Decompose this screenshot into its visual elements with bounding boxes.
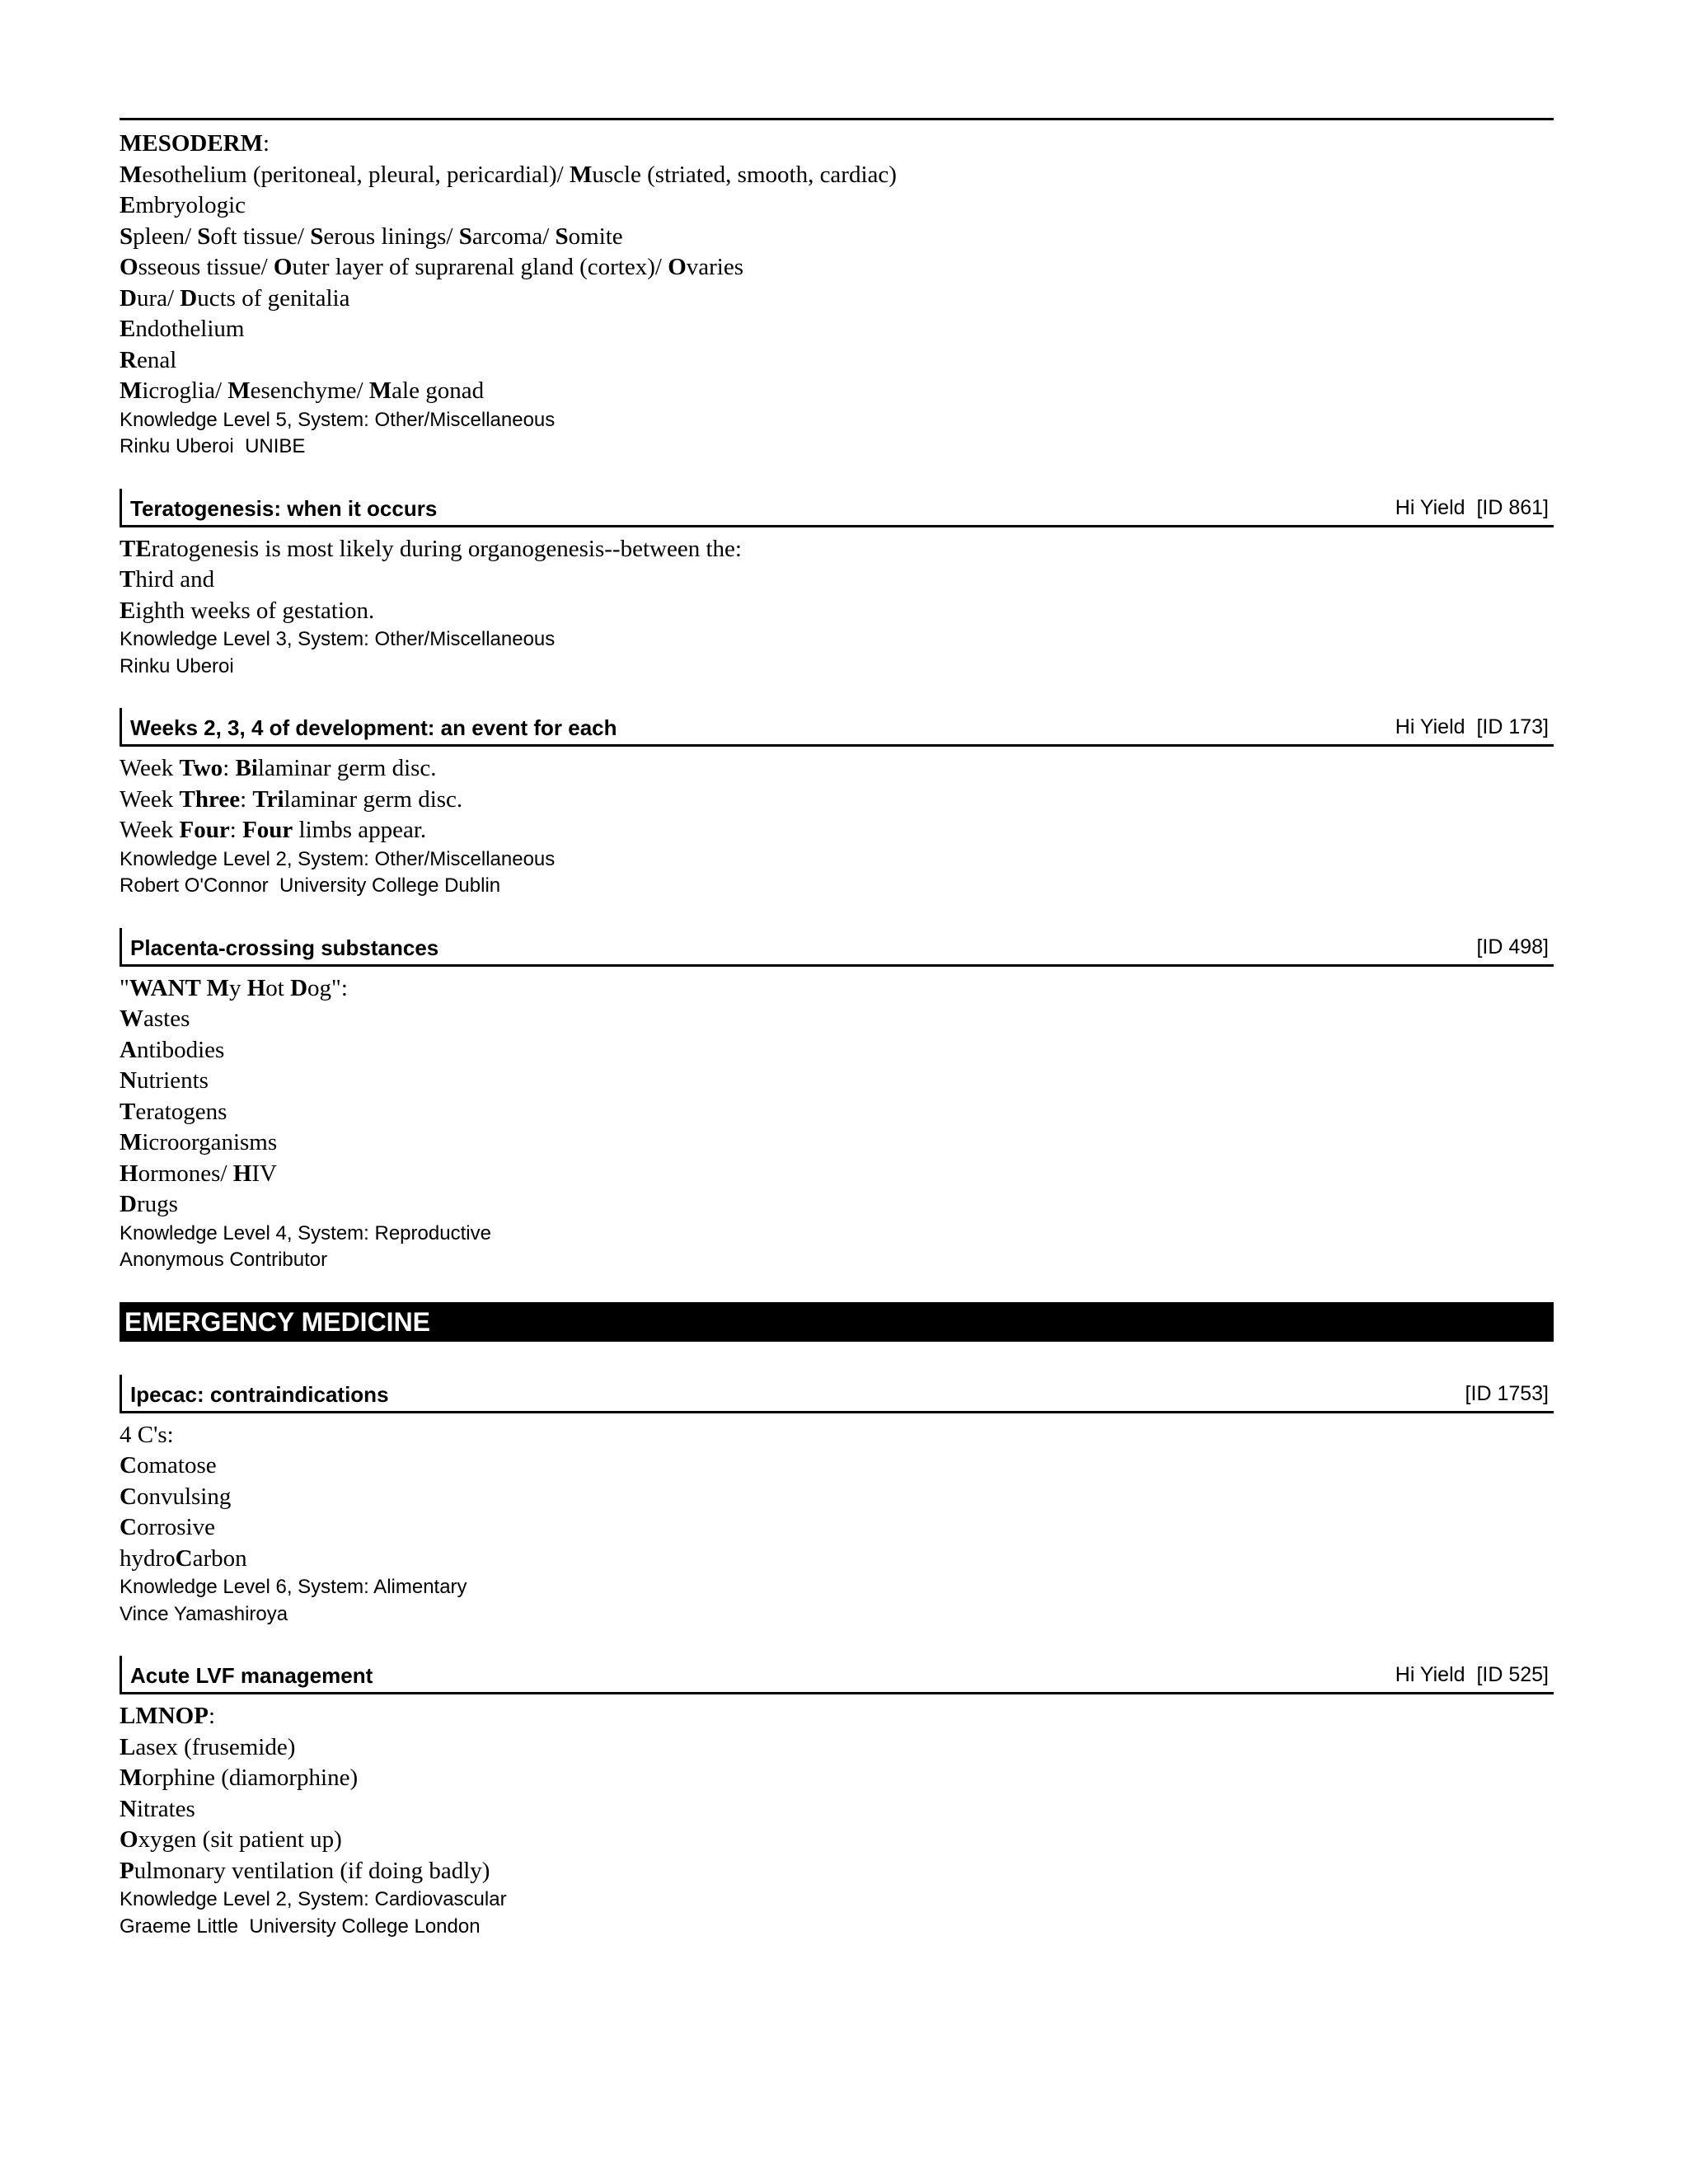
bold-mnemonic-text: Tri bbox=[252, 785, 284, 813]
top-rule bbox=[120, 118, 1554, 120]
bold-mnemonic-text: W bbox=[120, 1005, 143, 1032]
body-text: ntibodies bbox=[136, 1036, 225, 1063]
body-text: Week bbox=[120, 785, 180, 813]
body-text: uter layer of suprarenal gland (cortex)/ bbox=[292, 254, 668, 280]
entry-header bbox=[120, 1656, 1554, 1694]
mnemonic-entry bbox=[120, 489, 1554, 681]
body-text: hird and bbox=[135, 566, 215, 593]
entry-header bbox=[120, 708, 1554, 747]
body-text: orrosive bbox=[136, 1514, 215, 1540]
entry-header bbox=[120, 928, 1554, 967]
bold-mnemonic-text: C bbox=[120, 1483, 137, 1510]
bold-mnemonic-text: C bbox=[175, 1544, 193, 1572]
body-text: limbs appear. bbox=[293, 817, 427, 843]
body-text: sseous tissue/ bbox=[138, 254, 274, 280]
bold-mnemonic-text: M bbox=[120, 1129, 143, 1155]
body-text: xygen (sit patient up) bbox=[138, 1826, 342, 1853]
body-text: enal bbox=[136, 346, 177, 373]
bold-mnemonic-text: MESODERM bbox=[120, 130, 263, 157]
body-line bbox=[120, 190, 1554, 222]
author-line: Anonymous Contributor bbox=[120, 1249, 328, 1271]
document-page bbox=[120, 118, 1554, 1968]
knowledge-level: Knowledge Level 2, System: Other/Miscellaneous bbox=[120, 847, 556, 870]
bold-mnemonic-text: E bbox=[120, 316, 136, 342]
body-line bbox=[120, 1004, 1554, 1035]
body-line bbox=[120, 376, 1554, 407]
entry-title: Acute LVF management bbox=[130, 1663, 373, 1688]
bold-mnemonic-text: S bbox=[120, 223, 134, 250]
bold-mnemonic-text: S bbox=[197, 223, 211, 250]
body-text: arbon bbox=[192, 1544, 247, 1572]
body-line bbox=[120, 345, 1554, 377]
bold-mnemonic-text: C bbox=[120, 1452, 137, 1479]
bold-mnemonic-text: S bbox=[458, 223, 472, 250]
body-text: itrates bbox=[136, 1795, 195, 1822]
body-text: laminar germ disc. bbox=[257, 755, 437, 781]
body-text: ighth weeks of gestation. bbox=[135, 597, 375, 624]
bold-mnemonic-text: TE bbox=[120, 535, 152, 562]
body-line bbox=[120, 1451, 1554, 1482]
bold-mnemonic-text: M bbox=[368, 377, 392, 404]
body-text: rugs bbox=[136, 1191, 178, 1217]
body-text: Week bbox=[120, 755, 180, 781]
body-text: ormones/ bbox=[138, 1160, 233, 1187]
body-line bbox=[120, 1159, 1554, 1190]
entry-body bbox=[120, 967, 1554, 1274]
body-line bbox=[120, 1794, 1554, 1825]
body-line bbox=[120, 314, 1554, 345]
bold-mnemonic-text: Two bbox=[179, 755, 223, 781]
body-line bbox=[120, 129, 1554, 160]
body-line bbox=[120, 565, 1554, 596]
body-text: arcoma/ bbox=[471, 223, 556, 250]
body-line bbox=[120, 596, 1554, 627]
body-line bbox=[120, 1701, 1554, 1732]
bold-mnemonic-text: H bbox=[246, 974, 266, 1001]
bold-mnemonic-text: M bbox=[227, 377, 251, 404]
entry-id-tag: Hi Yield [ID 173] bbox=[1395, 715, 1549, 738]
entry-body bbox=[120, 1694, 1554, 1940]
body-text: : bbox=[240, 785, 253, 813]
body-text: hydro bbox=[120, 1544, 176, 1572]
body-text: esenchyme/ bbox=[250, 377, 369, 404]
bold-mnemonic-text: M bbox=[120, 1765, 143, 1791]
body-line bbox=[120, 1189, 1554, 1221]
bold-mnemonic-text: D bbox=[120, 284, 137, 312]
mnemonic-entry bbox=[120, 1656, 1554, 1940]
entry-title: Ipecac: contraindications bbox=[130, 1381, 389, 1407]
bold-mnemonic-text: O bbox=[120, 1826, 138, 1853]
bold-mnemonic-text: A bbox=[120, 1036, 137, 1063]
bold-mnemonic-text: WANT M bbox=[129, 974, 229, 1001]
bold-mnemonic-text: E bbox=[120, 597, 136, 624]
entry-body bbox=[120, 1413, 1554, 1629]
entry-id-tag: [ID 498] bbox=[1476, 935, 1549, 958]
body-line bbox=[120, 222, 1554, 253]
bold-mnemonic-text: D bbox=[290, 974, 308, 1001]
body-text: asex (frusemide) bbox=[135, 1733, 296, 1760]
bold-mnemonic-text: L bbox=[120, 1733, 136, 1760]
body-text: 4 C's: bbox=[120, 1421, 174, 1448]
body-text: ucts of genitalia bbox=[197, 284, 350, 312]
body-text: IV bbox=[251, 1160, 277, 1187]
body-line bbox=[120, 534, 1554, 565]
body-text: esothelium (peritoneal, pleural, pericardial)/ bbox=[142, 161, 570, 188]
body-line bbox=[120, 1482, 1554, 1513]
bold-mnemonic-text: N bbox=[120, 1067, 137, 1094]
entry-header bbox=[120, 1375, 1554, 1413]
knowledge-level: Knowledge Level 5, System: Other/Miscellaneous bbox=[120, 408, 556, 431]
entry-id-tag: [ID 1753] bbox=[1465, 1381, 1549, 1405]
body-text: utrients bbox=[136, 1067, 209, 1094]
body-text: og": bbox=[307, 974, 348, 1001]
bold-mnemonic-text: Three bbox=[179, 785, 241, 813]
body-line bbox=[120, 160, 1554, 191]
body-line bbox=[120, 1066, 1554, 1097]
bold-mnemonic-text: N bbox=[120, 1795, 137, 1822]
body-line bbox=[120, 252, 1554, 284]
bold-mnemonic-text: T bbox=[120, 1098, 136, 1125]
knowledge-level: Knowledge Level 3, System: Other/Miscellaneous bbox=[120, 628, 556, 650]
continued-entry bbox=[120, 129, 1554, 461]
bold-mnemonic-text: R bbox=[120, 346, 137, 373]
knowledge-level: Knowledge Level 4, System: Reproductive bbox=[120, 1221, 491, 1244]
bold-mnemonic-text: H bbox=[232, 1160, 252, 1187]
bold-mnemonic-text: T bbox=[120, 566, 136, 593]
body-line bbox=[120, 1732, 1554, 1764]
body-text: oft tissue/ bbox=[210, 223, 311, 250]
bold-mnemonic-text: C bbox=[120, 1514, 137, 1540]
body-line bbox=[120, 1097, 1554, 1128]
entry-body bbox=[120, 747, 1554, 900]
body-line bbox=[120, 1763, 1554, 1794]
body-text: omatose bbox=[136, 1452, 217, 1479]
bold-mnemonic-text: S bbox=[555, 223, 569, 250]
bold-mnemonic-text: O bbox=[273, 254, 293, 280]
body-text: varies bbox=[686, 254, 744, 280]
entry-body bbox=[120, 527, 1554, 681]
body-text: eratogens bbox=[135, 1098, 227, 1125]
entry-id-tag: Hi Yield [ID 525] bbox=[1395, 1663, 1549, 1686]
body-text: omite bbox=[568, 223, 623, 250]
body-text: ura/ bbox=[136, 284, 181, 312]
body-text: icroorganisms bbox=[142, 1129, 278, 1155]
bold-mnemonic-text: E bbox=[120, 192, 136, 218]
bold-mnemonic-text: LMNOP bbox=[120, 1703, 209, 1729]
body-line bbox=[120, 1127, 1554, 1159]
body-line bbox=[120, 1825, 1554, 1856]
mnemonic-entry bbox=[120, 1375, 1554, 1629]
section-title: EMERGENCY MEDICINE bbox=[124, 1306, 431, 1337]
bold-mnemonic-text: H bbox=[120, 1160, 138, 1187]
body-text: : bbox=[223, 755, 236, 781]
body-text: onvulsing bbox=[136, 1483, 232, 1510]
author-line: Graeme Little University College London bbox=[120, 1915, 481, 1938]
body-text: erous linings/ bbox=[323, 223, 459, 250]
body-text: ale gonad bbox=[392, 377, 485, 404]
body-text: orphine (diamorphine) bbox=[142, 1765, 359, 1791]
body-line bbox=[120, 284, 1554, 315]
bold-mnemonic-text: M bbox=[569, 161, 593, 188]
body-line bbox=[120, 1035, 1554, 1066]
bold-mnemonic-text: M bbox=[120, 161, 143, 188]
entry-title: Teratogenesis: when it occurs bbox=[130, 495, 438, 521]
body-text: icroglia/ bbox=[142, 377, 228, 404]
body-text: ot bbox=[265, 974, 291, 1001]
body-text: : bbox=[208, 1703, 215, 1729]
body-line bbox=[120, 1512, 1554, 1544]
bold-mnemonic-text: O bbox=[668, 254, 687, 280]
body-text: ndothelium bbox=[135, 316, 245, 342]
bold-mnemonic-text: D bbox=[180, 284, 198, 312]
body-line bbox=[120, 1856, 1554, 1887]
entry-id-tag: Hi Yield [ID 861] bbox=[1395, 495, 1549, 519]
body-text: pleen/ bbox=[133, 223, 198, 250]
body-line bbox=[120, 1420, 1554, 1451]
mnemonic-entry bbox=[120, 708, 1554, 900]
bold-mnemonic-text: S bbox=[310, 223, 324, 250]
knowledge-level: Knowledge Level 2, System: Cardiovascular bbox=[120, 1888, 507, 1910]
entry-title: Placenta-crossing substances bbox=[130, 935, 439, 960]
bold-mnemonic-text: Four bbox=[242, 817, 293, 843]
body-text: y bbox=[228, 974, 247, 1001]
section-header-bar bbox=[120, 1302, 1554, 1342]
bold-mnemonic-text: Bi bbox=[235, 755, 258, 781]
author-line: Rinku Uberoi UNIBE bbox=[120, 435, 306, 457]
author-line: Robert O'Connor University College Dublin bbox=[120, 874, 501, 897]
mnemonic-entry bbox=[120, 928, 1554, 1274]
body-text: ulmonary ventilation (if doing badly) bbox=[134, 1857, 490, 1884]
knowledge-level: Knowledge Level 6, System: Alimentary bbox=[120, 1576, 467, 1598]
entry-title: Weeks 2, 3, 4 of development: an event for each bbox=[130, 715, 617, 740]
body-text: ratogenesis is most likely during organogenesis--between the: bbox=[151, 535, 742, 562]
body-line bbox=[120, 973, 1554, 1005]
body-text: astes bbox=[143, 1005, 190, 1032]
bold-mnemonic-text: M bbox=[120, 377, 143, 404]
body-text: : bbox=[263, 130, 270, 157]
body-text: mbryologic bbox=[135, 192, 246, 218]
bold-mnemonic-text: O bbox=[120, 254, 138, 280]
body-text: Week bbox=[120, 817, 180, 843]
entries-list bbox=[120, 489, 1554, 1941]
body-line bbox=[120, 815, 1554, 846]
body-text: " bbox=[120, 974, 129, 1001]
body-line bbox=[120, 753, 1554, 785]
bold-mnemonic-text: P bbox=[120, 1857, 134, 1884]
entry-header bbox=[120, 489, 1554, 527]
body-line bbox=[120, 785, 1554, 816]
body-text: : bbox=[229, 817, 243, 843]
author-line: Vince Yamashiroya bbox=[120, 1602, 288, 1625]
bold-mnemonic-text: D bbox=[120, 1191, 137, 1217]
bold-mnemonic-text: Four bbox=[179, 817, 230, 843]
body-text: laminar germ disc. bbox=[284, 785, 463, 813]
body-text: uscle (striated, smooth, cardiac) bbox=[592, 161, 897, 188]
author-line: Rinku Uberoi bbox=[120, 654, 234, 677]
body-line bbox=[120, 1544, 1554, 1575]
